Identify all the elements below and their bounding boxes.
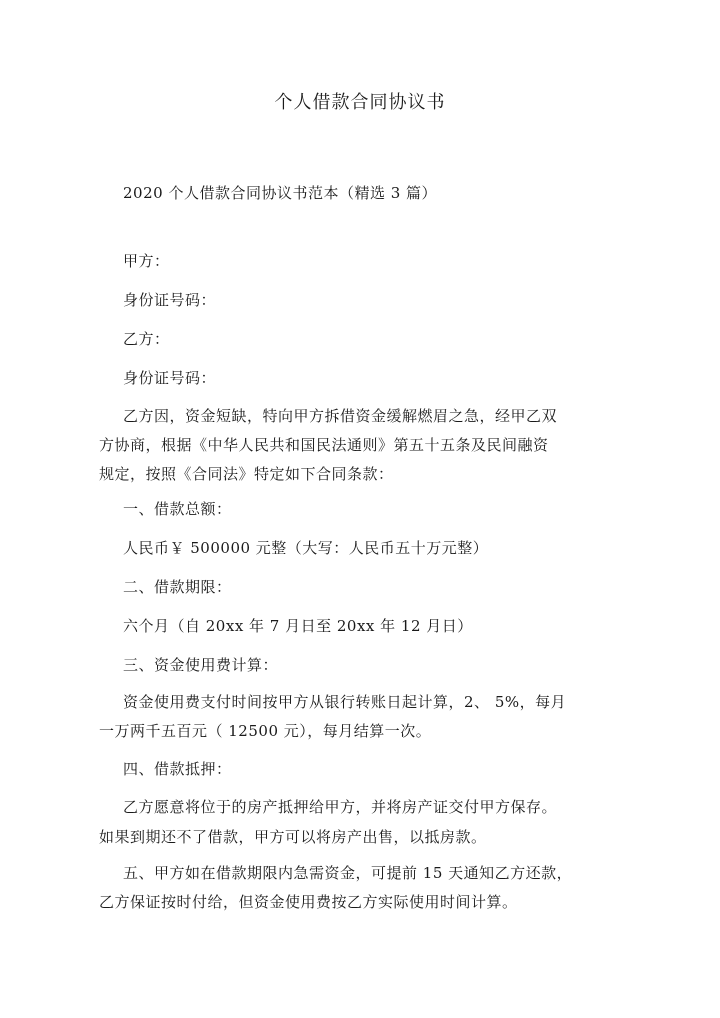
section1-heading: 一、借款总额： (123, 500, 232, 518)
preamble-line: 乙方因，资金短缺，特向甲方拆借资金缓解燃眉之急，经甲乙双 (123, 407, 558, 425)
section4-body-line: 如果到期还不了借款，甲方可以将房产出售，以抵房款。 (99, 828, 487, 846)
section5-body-line: 五、甲方如在借款期限内急需资金，可提前 15 天通知乙方还款， (123, 864, 573, 882)
preamble-line: 规定，按照《合同法》特定如下合同条款： (99, 465, 394, 483)
section4-heading: 四、借款抵押： (123, 760, 232, 778)
section3-body-line: 资金使用费支付时间按甲方从银行转账日起计算，2、 5%，每月 (123, 693, 567, 711)
section3-body-line: 一万两千五百元（ 12500 元），每月结算一次。 (99, 722, 432, 740)
section1-body: 人民币￥ 500000 元整（大写：人民币五十万元整） (123, 539, 489, 557)
section5-body-line: 乙方保证按时付给，但资金使用费按乙方实际使用时间计算。 (99, 893, 518, 911)
document-title: 个人借款合同协议书 (274, 92, 446, 113)
section4-body-line: 乙方愿意将位于的房产抵押给甲方，并将房产证交付甲方保存。 (123, 798, 558, 816)
preamble-line: 方协商，根据《中华人民共和国民法通则》第五十五条及民间融资 (99, 436, 549, 454)
section2-body: 六个月（自 20xx 年 7 月日至 20xx 年 12 月日） (123, 617, 473, 635)
section3-heading: 三、资金使用费计算： (123, 656, 279, 674)
party-a-id-label: 身份证号码： (123, 291, 217, 309)
party-b-label: 乙方： (123, 330, 170, 348)
section2-heading: 二、借款期限： (123, 578, 232, 596)
party-a-label: 甲方： (123, 252, 170, 270)
party-b-id-label: 身份证号码： (123, 369, 217, 387)
document-subtitle: 2020 个人借款合同协议书范本（精选 3 篇） (123, 184, 438, 202)
